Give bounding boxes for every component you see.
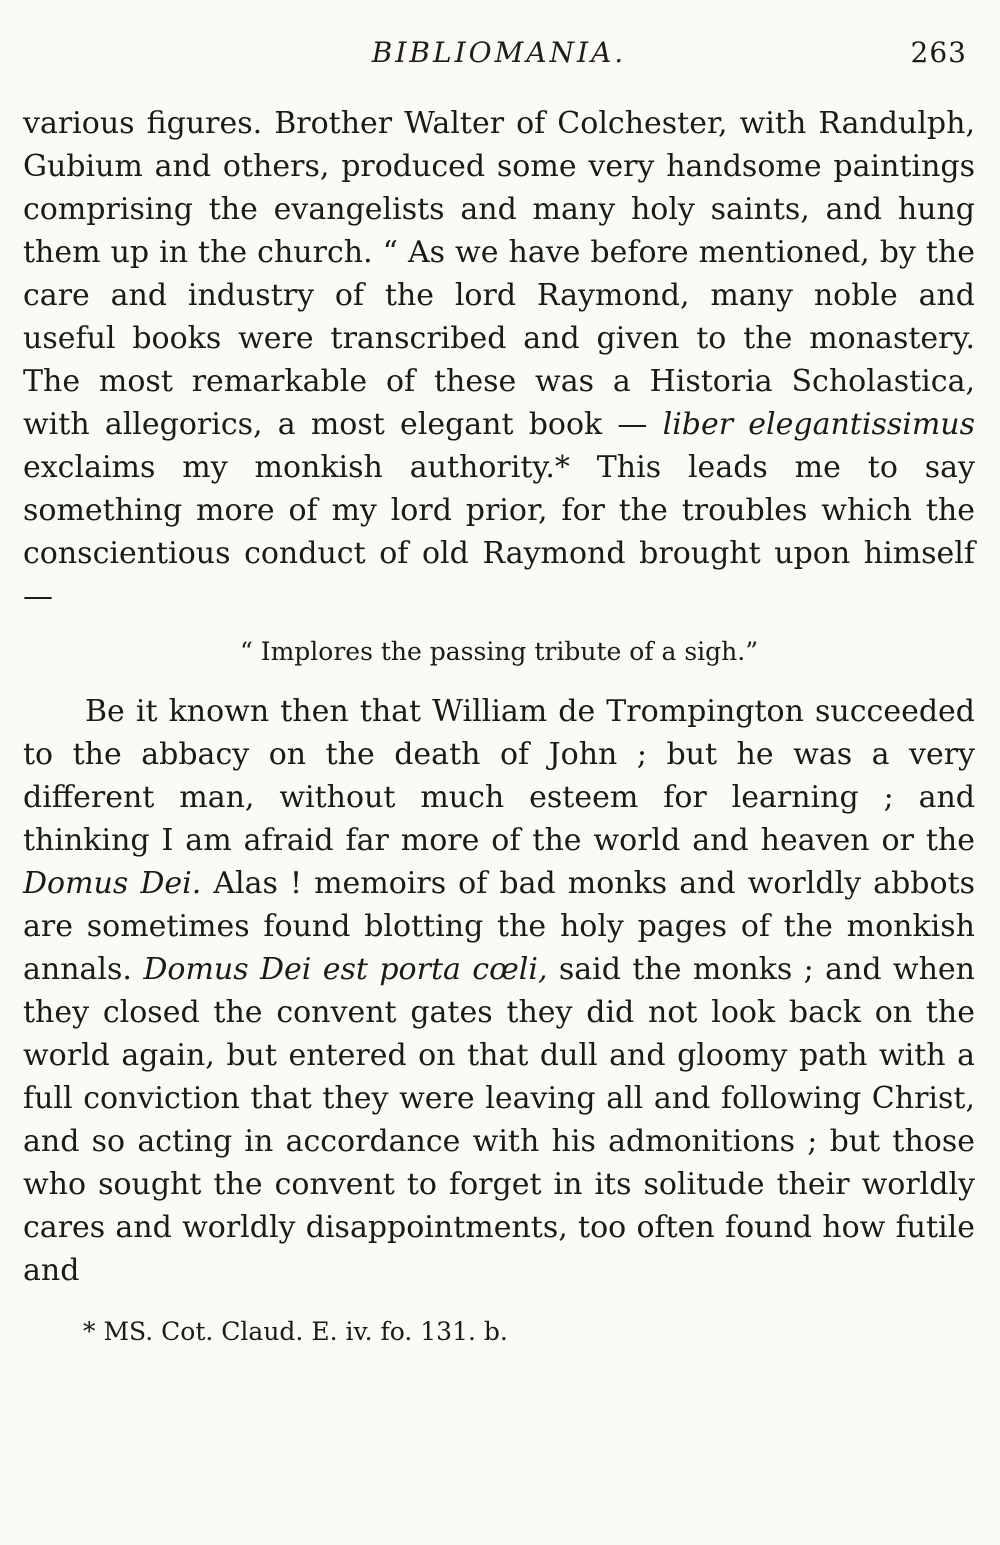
- text-segment: said the monks ; and when they closed the convent gates they did not look back on the world again, but entered on that dull and gloomy path with a full conviction that they were leaving all and following Christ, and so acting in accordance with his admonitions ; but those who sought the convent to forget in its solitude their worldly cares and worldly disappointments, too often found how futile and: [23, 952, 975, 1288]
- text-segment: various figures. Brother Walter of Colchester, with Randulph, Gubium and others, produced some very handsome paintings comprising the evangelists and many holy saints, and hung them up in the church. “ As we have before mentioned, by the care and industry of the lord Raymond, many noble and useful books were transcribed and given to the monastery. The most remarkable of these was a Historia Scholastica, with allegorics, a most elegant book —: [23, 106, 975, 442]
- text-segment: exclaims my monkish authority.* This leads me to say something more of my lord prior, for the troubles which the conscientious conduct of old Raymond brought upon himself—: [23, 450, 975, 614]
- page-number: 263: [910, 36, 967, 69]
- footnote: * MS. Cot. Claud. E. iv. fo. 131. b.: [83, 1317, 508, 1346]
- verse-quote: “ Implores the passing tribute of a sigh.”: [239, 637, 759, 666]
- latin-phrase: Domus Dei.: [23, 866, 202, 901]
- page-body: [23, 102, 975, 1348]
- paragraph-2: [23, 690, 975, 1292]
- running-title: BIBLIOMANIA.: [371, 36, 627, 69]
- text-segment: Be it known then that William de Trompington succeeded to the abbacy on the death of John ; but he was a very different man, without much esteem for learning ; and thinking I am afraid far more of the world and heaven or the: [23, 694, 975, 858]
- paragraph-continuation: [23, 102, 975, 618]
- page-header: [23, 36, 975, 80]
- text-segment: Alas ! memoirs of bad monks and worldly abbots are sometimes found blotting the holy pages of the monkish annals.: [23, 866, 975, 987]
- latin-phrase: liber elegantissimus: [662, 407, 975, 442]
- latin-phrase: Domus Dei est porta cœli,: [143, 952, 548, 987]
